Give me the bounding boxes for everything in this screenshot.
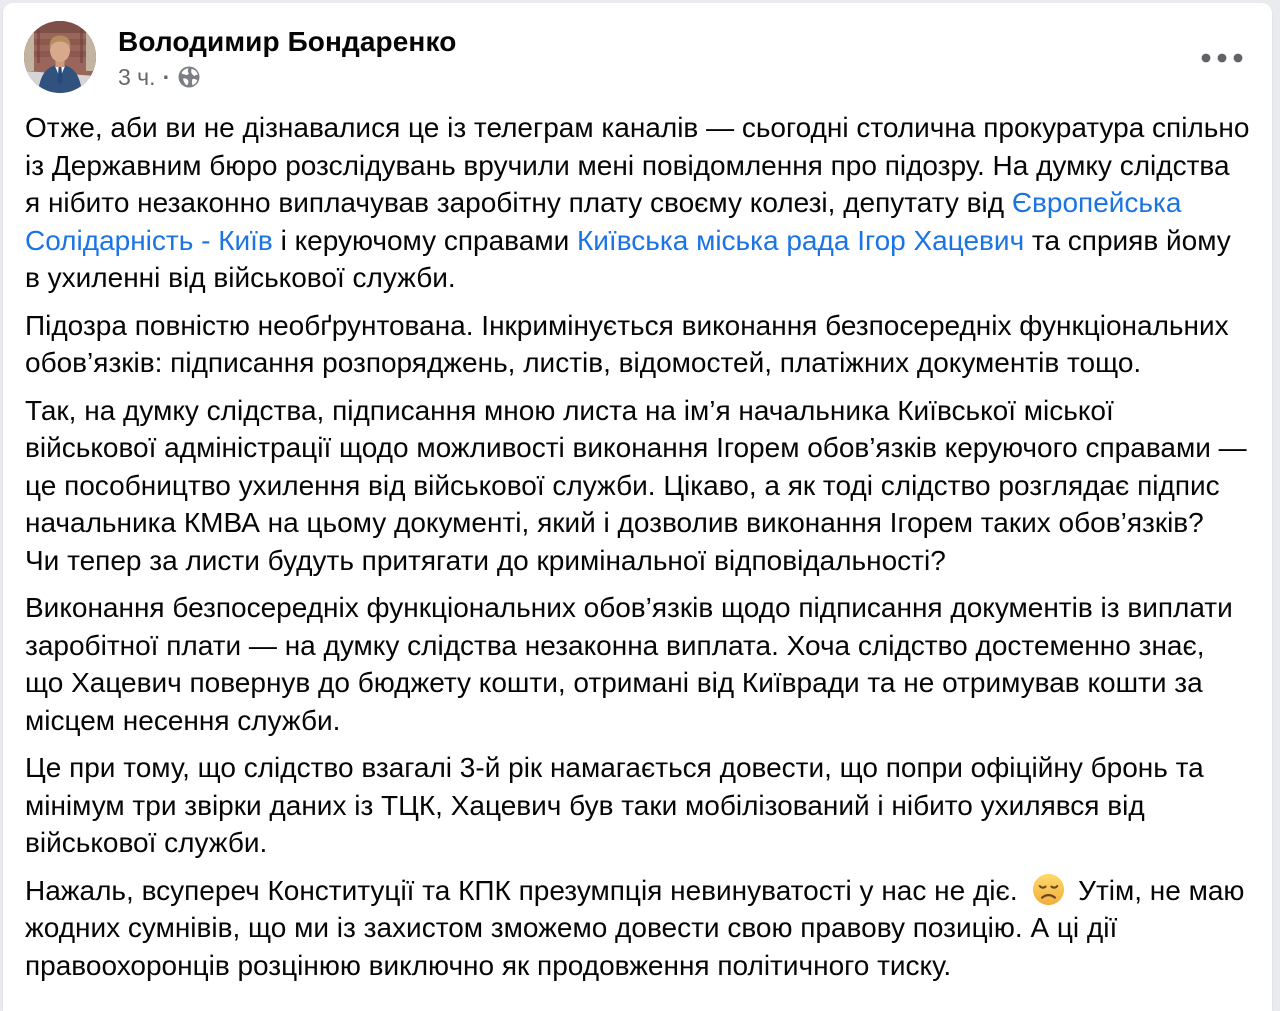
- post-paragraph: Виконання безпосередніх функціональних обов’язків щодо підписання документів із виплати заробітної плати — на думку слідства незаконна виплата. Хоча слідство достеменно знає, що Хацевич повернув до бюджету кошти, отримані від Київради та не отримував кошти за місцем несення служби.: [25, 592, 1241, 736]
- post-card: [3, 3, 1272, 1011]
- page-tag-link[interactable]: Європейська Солідарність - Київ: [25, 187, 1190, 256]
- post-paragraph: Це при тому, що слідство взагалі 3-й рік намагається довести, що попри офіційну бронь та мінімум три звірки даних із ТЦК, Хацевич був таки мобілізований і нібито ухилявся від військової служби.: [25, 752, 1212, 858]
- author-photo-icon: [24, 21, 96, 93]
- page-tag-link[interactable]: Київська міська рада: [576, 224, 850, 256]
- post-menu-button[interactable]: [1198, 43, 1246, 73]
- page-tag-link[interactable]: Ігор Хацевич: [857, 224, 1025, 256]
- meta-separator: ·: [162, 64, 171, 90]
- ellipsis-icon: [1200, 46, 1244, 70]
- post-meta: [118, 62, 1250, 92]
- post-paragraph: Підозра повністю необґрунтована. Інкримінується виконання безпосередніх функціональних обов’язків: підписання розпоряджень, листів, відомостей, платіжних документів тощо.: [25, 309, 1237, 378]
- timestamp[interactable]: 3 ч.: [118, 64, 156, 90]
- post-text: [3, 92, 1272, 984]
- author-name[interactable]: Володимир Бондаренко: [118, 26, 457, 57]
- post-header-info: [118, 25, 1250, 92]
- author-avatar[interactable]: [24, 21, 96, 93]
- disappointed-face-emoji: [1032, 873, 1065, 906]
- post-paragraph: Отже, аби ви не дізнавалися це із телеграм каналів — сьогодні столична прокуратура спільно із Державним бюро розслідувань вручили мені повідомлення про підозру. На думку слідства я нібито незаконно виплачував заробітну плату своєму колезі, депутату від Європейська Солідарність - Київ і керуючому справами Київська міська рада Ігор Хацевич та сприяв йому в ухиленні від військової служби.: [25, 112, 1258, 293]
- post-header: [3, 3, 1272, 92]
- post-paragraph: Нажаль, всупереч Конституції та КПК презумпція невинуватості у нас не діє. Утім, не маю жодних сумнівів, що ми із захистом зможемо довести свою правову позицію. А ці дії правоохоронців розцінюю виключно як продовження політичного тиску.: [25, 874, 1253, 981]
- post-paragraph: Так, на думку слідства, підписання мною листа на ім’я начальника Київської міської військової адміністрації щодо можливості виконання Ігорем обов’язків керуючого справами — це пособництво ухилення від військової служби. Цікаво, а як тоді слідство розглядає підпис начальника КМВА на цьому документі, який і дозволив виконання Ігорем таких обов’язків? Чи тепер за листи будуть притягати до кримінальної відповідальності?: [25, 394, 1255, 576]
- globe-icon: [177, 65, 201, 89]
